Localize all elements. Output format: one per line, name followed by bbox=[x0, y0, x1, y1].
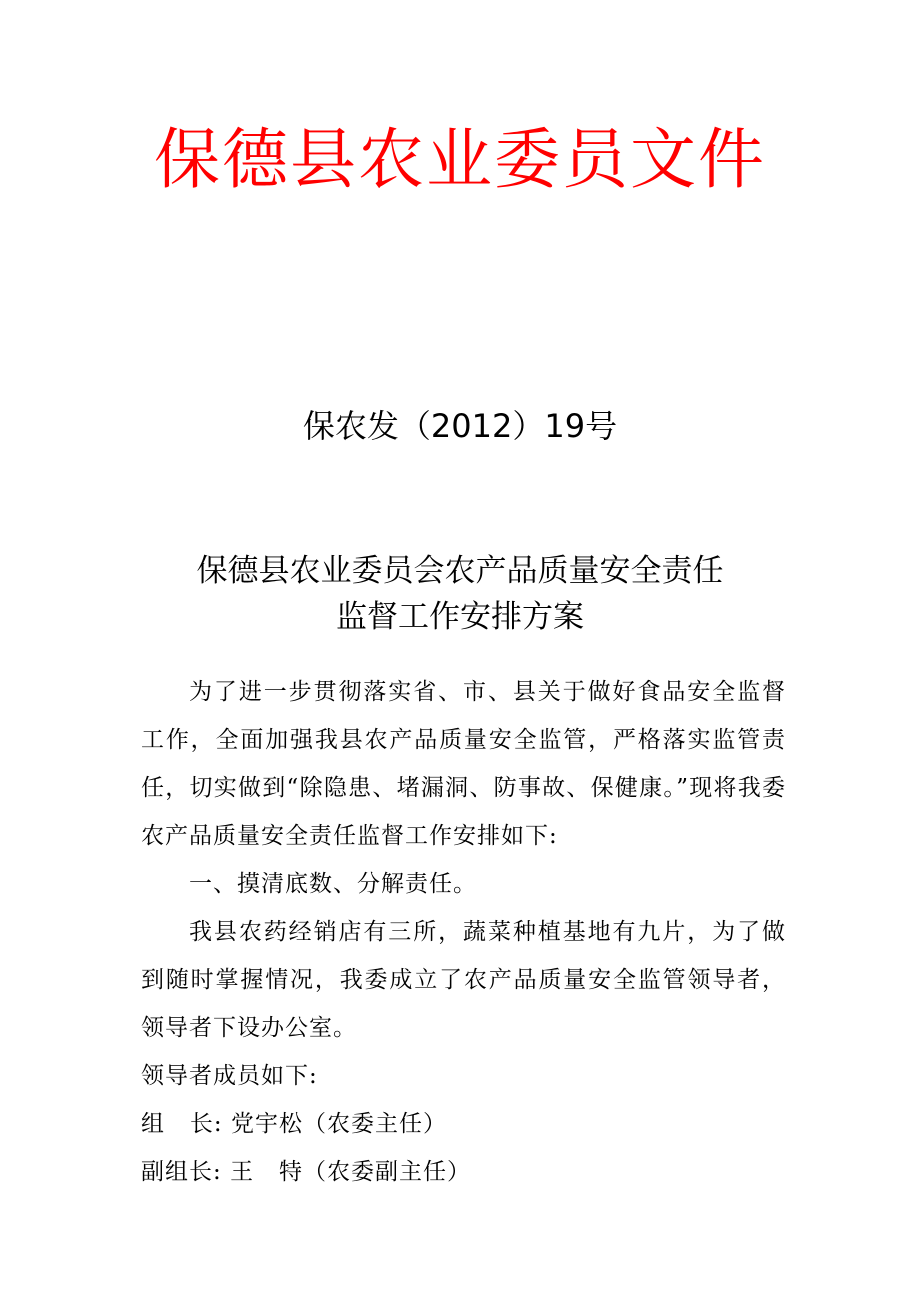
section-1-heading: 一、摸清底数、分解责任。 bbox=[189, 871, 477, 897]
member-title: （农委副主任） bbox=[303, 1159, 471, 1185]
issuing-authority-header: 保德县农业委员文件 bbox=[154, 121, 766, 198]
document-body bbox=[141, 668, 786, 1196]
member-name: 党宇松 bbox=[231, 1111, 303, 1137]
member-title: （农委主任） bbox=[303, 1111, 447, 1137]
members-intro: 领导者成员如下: bbox=[141, 1063, 318, 1089]
member-name: 王 特 bbox=[230, 1159, 303, 1185]
member-role: 组 长: bbox=[141, 1111, 223, 1137]
member-role: 副组长: bbox=[141, 1159, 222, 1185]
member-row bbox=[141, 1148, 786, 1196]
section-1-paragraph: 我县农药经销店有三所，蔬菜种植基地有九片，为了做到随时掌握情况，我委成立了农产品质量安全监管领导者，领导者下设办公室。 bbox=[141, 919, 786, 1041]
document-title-line-2: 监督工作安排方案 bbox=[336, 599, 584, 635]
document-title-line-1: 保德县农业委员会农产品质量安全责任 bbox=[196, 553, 724, 589]
document-number: 保农发（2012）19号 bbox=[302, 407, 618, 445]
document-title bbox=[0, 548, 920, 640]
intro-paragraph: 为了进一步贯彻落实省、市、县关于做好食品安全监督工作，全面加强我县农产品质量安全监管，严格落实监管责任，切实做到“除隐患、堵漏洞、防事故、保健康。”现将我委农产品质量安全责任监督工作安排如下: bbox=[141, 679, 786, 849]
member-row bbox=[141, 1100, 786, 1148]
